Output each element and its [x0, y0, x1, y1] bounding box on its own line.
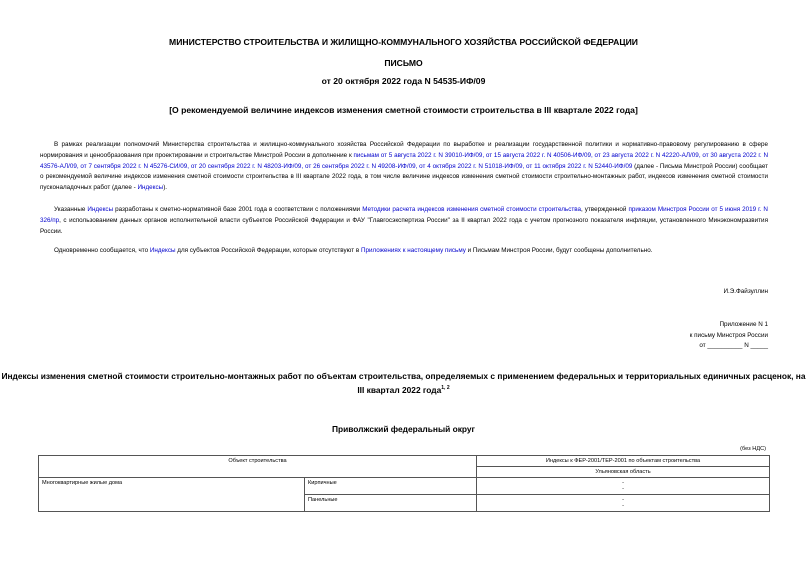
appendix-number: Приложение N 1: [719, 321, 768, 328]
paragraph-3: [40, 246, 768, 257]
appendix-header: [690, 320, 768, 352]
cell-value-1: -: [622, 480, 624, 486]
indices-link[interactable]: Индексы: [137, 184, 164, 192]
cell-type: Кирпичные: [305, 478, 477, 495]
paragraph-2: [40, 205, 768, 237]
federal-district-heading: Приволжский федеральный округ: [331, 424, 476, 434]
appendix-reference: к письму Минстроя России: [689, 331, 768, 339]
cell-value-2: -: [622, 503, 624, 509]
page-bottom-blank: [0, 517, 807, 571]
order-link[interactable]: приказом Минстроя России от 5 июня 2019 г. N 326/пр: [40, 206, 768, 224]
paragraph-text: и Письмам Минстроя России, будут сообщены дополнительно.: [465, 247, 653, 254]
paragraph-text: В рамках реализации полномочий Министерства строительства и жилищно-коммунального хозяйства Российской Федерации по выработке и реализации государственной политики и нормативно-правовому регулированию в сфере нормирования и ценообразования при проектировании и строительстве Минстрой России в дополнение к: [40, 141, 768, 159]
paragraph-text: , утвержденной: [581, 206, 629, 213]
paragraph-text: Одновременно сообщается, что: [54, 247, 150, 254]
paragraph-text: ).: [163, 184, 168, 192]
table-row: [39, 478, 770, 495]
signature: И.Э.Файзуллин: [723, 288, 768, 295]
methodology-link[interactable]: Методики расчета индексов изменения сметной стоимости строительства: [362, 206, 582, 213]
document-subject: [О рекомендуемой величине индексов изменения сметной стоимости строительства в III квартале 2022 года]: [169, 105, 638, 115]
table-header-row: [39, 456, 770, 467]
indices-link[interactable]: Индексы: [149, 247, 176, 254]
appendix-date-number: от __________ N _____: [699, 342, 768, 350]
cell-value: [477, 478, 770, 495]
paragraph-text: Указанные: [54, 206, 88, 213]
ministry-heading: МИНИСТЕРСТВО СТРОИТЕЛЬСТВА И ЖИЛИЩНО-КОММУНАЛЬНОГО ХОЗЯЙСТВА РОССИЙСКОЙ ФЕДЕРАЦИИ: [169, 37, 638, 47]
indices-link[interactable]: Индексы: [87, 206, 114, 213]
header-region: Ульяновская область: [477, 467, 770, 478]
header-object: Объект строительства: [39, 456, 477, 478]
appendices-link[interactable]: Приложениях к настоящему письму: [360, 247, 466, 254]
document-type: ПИСЬМО: [384, 58, 423, 68]
letters-link[interactable]: письмам от 5 августа 2022 г. N 39010-ИФ/09, от 15 августа 2022 г. N 40506-ИФ/09, от 23 августа 2022 г. N 42220-АЛ/09, от 30 августа 2022 г. N 43576-АЛ/09, от 7 сентября 2022 г. N 45276-СИ/09, от 20 сентября 2022 г. N 48203-ИФ/09, от 26 сентября 2022 г. N 49208-ИФ/09, от 4 октября 2022 г. N 51018-ИФ/09, от 11 октября 2022 г. N 52440-ИФ/09: [40, 151, 768, 170]
indices-title-text: Индексы изменения сметной стоимости строительно-монтажных работ по объектам строительства, определяемых с применением федеральных и территориальных единичных расценок, на III квартал 2022 года: [1, 371, 806, 395]
indices-table: [38, 455, 770, 512]
indices-table-title: [0, 371, 807, 396]
paragraph-text: для субъектов Российской Федерации, которые отсутствуют в: [175, 247, 361, 254]
paragraph-1: [40, 140, 768, 194]
paragraph-text: разработаны к сметно-нормативной базе 2001 года в соответствии с положениями: [113, 206, 363, 213]
document-date-number: от 20 октября 2022 года N 54535-ИФ/09: [321, 76, 486, 86]
cell-value-1: -: [622, 497, 624, 503]
cell-object: Многоквартирные жилые дома: [39, 478, 305, 512]
cell-type: Панельные: [305, 495, 477, 512]
paragraph-text: , с использованием данных органов исполнительной власти субъектов Российской Федерации и ФАУ "Главгосэкспертиза России" за II квартал 2022 года с учетом прогнозного показателя инфляции, установленного Минэкономразвития России.: [40, 216, 768, 235]
footnote-marks[interactable]: 1, 2: [441, 384, 450, 391]
cell-value-2: -: [622, 486, 624, 492]
paragraph-text: (далее - Письма Минстрой России) сообщает о рекомендуемой величине индексов изменения сметной стоимости строительства в III квартале 2022 года, в том числе величине индексов изменения сметной стоимости строительно-монтажных работ, индексов изменения сметной стоимости пусконаладочных работ (далее -: [40, 162, 768, 192]
vat-note: (без НДС): [740, 446, 766, 452]
header-indices: Индексы к ФЕР-2001/ТЕР-2001 по объектам строительства: [477, 456, 770, 467]
cell-value: [477, 495, 770, 512]
